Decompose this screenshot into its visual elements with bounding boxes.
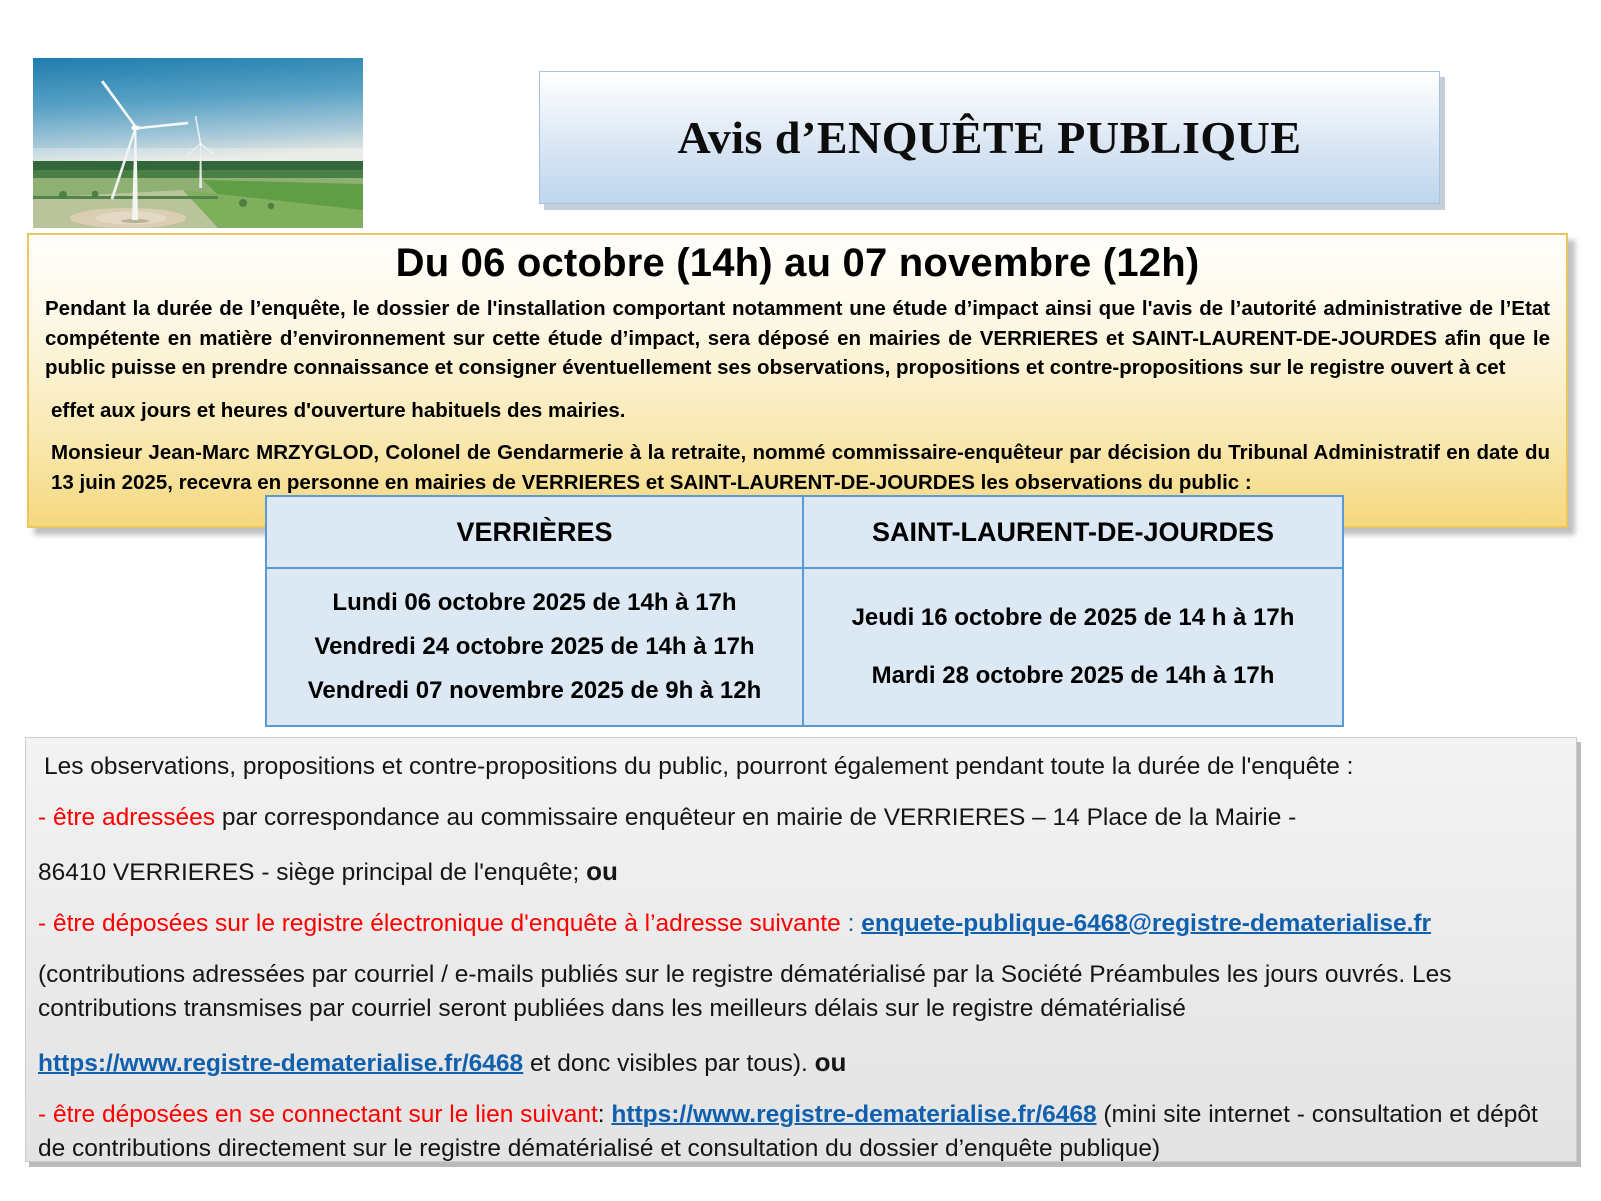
inquiry-paragraph-hours: effet aux jours et heures d'ouverture habituels des mairies. xyxy=(51,398,626,422)
electronic-separator: : xyxy=(840,909,862,937)
inquiry-paragraph-dossier: Pendant la durée de l’enquête, le dossier de l'installation comportant notamment une étude d’impact ainsi que l'avis de l’autorité administrative de l’Etat compétente en matière d’environnement sur cette étude d’impact, sera déposé en mairies de VERRIERES et SAINT-LAURENT-DE-JOURDES afin que le public puisse en prendre connaissance et consigner éventuellement ses observations, propositions et contre-propositions sur le registre ouvert à cet xyxy=(45,297,1550,380)
online-rest: (mini site internet - consultation et dépôt de contributions directement sur le registre dématérialisé et consultation du dossier d’enquête publique) xyxy=(38,1101,1538,1163)
observations-box xyxy=(25,737,1577,1162)
observations-intro: Les observations, propositions et contre-propositions du public, pourront également pendant toute la durée de l'enquête : xyxy=(44,753,1354,780)
wind-turbines-photo xyxy=(33,58,363,228)
observations-registry-url-line xyxy=(38,1044,1564,1081)
registry-url-link[interactable]: https://www.registre-dematerialise.fr/6468 xyxy=(38,1049,524,1077)
online-red-lead: - être déposées en se connectant sur le lien suivant xyxy=(38,1101,598,1129)
table-cell-saint-laurent-slots xyxy=(804,569,1342,725)
or-connector-2: ou xyxy=(814,1046,847,1077)
or-connector-1: ou xyxy=(586,855,618,886)
mail-rest: par correspondance au commissaire enquêteur en mairie de VERRIERES – 14 Place de la Mairie - xyxy=(215,804,1297,832)
mail-red-lead: - être adressées xyxy=(38,804,216,832)
observations-item-electronic xyxy=(38,907,1564,941)
table-cell-verrieres-slots xyxy=(267,569,804,725)
electronic-red-lead: - être déposées sur le registre électronique d'enquête à l’adresse suivante xyxy=(38,909,841,937)
online-separator: : xyxy=(597,1101,612,1129)
table-header-saint-laurent: SAINT-LAURENT-DE-JOURDES xyxy=(804,497,1342,569)
observations-item-mail-address xyxy=(38,853,1564,890)
verrieres-slot-2: Vendredi 24 octobre 2025 de 14h à 17h xyxy=(314,633,755,660)
verrieres-slot-1: Lundi 06 octobre 2025 de 14h à 17h xyxy=(332,589,737,616)
table-header-verrieres: VERRIÈRES xyxy=(267,497,804,569)
inquiry-period-heading: Du 06 octobre (14h) au 07 novembre (12h) xyxy=(395,241,1200,285)
wind-turbines-illustration xyxy=(33,58,363,228)
observations-item-mail xyxy=(38,801,1564,835)
online-registry-link[interactable]: https://www.registre-dematerialise.fr/6468 xyxy=(611,1101,1097,1129)
registry-url-rest: et donc visibles par tous). xyxy=(523,1049,815,1077)
notice-title-banner xyxy=(539,71,1440,204)
inquiry-period-box xyxy=(27,233,1568,528)
mail-address-text: 86410 VERRIERES - siège principal de l'enquête; xyxy=(38,858,587,886)
page-title: Avis d’ENQUÊTE PUBLIQUE xyxy=(677,112,1302,163)
saint-laurent-slot-2: Mardi 28 octobre 2025 de 14h à 17h xyxy=(871,662,1275,690)
saint-laurent-slot-1: Jeudi 16 octobre de 2025 de 14 h à 17h xyxy=(851,603,1295,631)
inquiry-paragraph-commissioner: Monsieur Jean-Marc MRZYGLOD, Colonel de Gendarmerie à la retraite, nommé commissaire-enquêteur par décision du Tribunal Administratif en date du 13 juin 2025, recevra en personne en mairies de VERRIERES et SAINT-LAURENT-DE-JOURDES les observations du public : xyxy=(51,441,1550,494)
verrieres-slot-3: Vendredi 07 novembre 2025 de 9h à 12h xyxy=(307,677,762,704)
observations-note-contributions: (contributions adressées par courriel / e-mails publiés sur le registre dématérialisé par la Société Préambules les jours ouvrés. Les contributions transmises par courriel seront publiées dans les meilleurs délais sur le registre dématérialisé xyxy=(38,961,1452,1023)
schedule-table xyxy=(265,495,1344,727)
observations-item-online xyxy=(38,1098,1564,1167)
email-registry-link[interactable]: enquete-publique-6468@registre-dematerialise.fr xyxy=(861,909,1432,937)
